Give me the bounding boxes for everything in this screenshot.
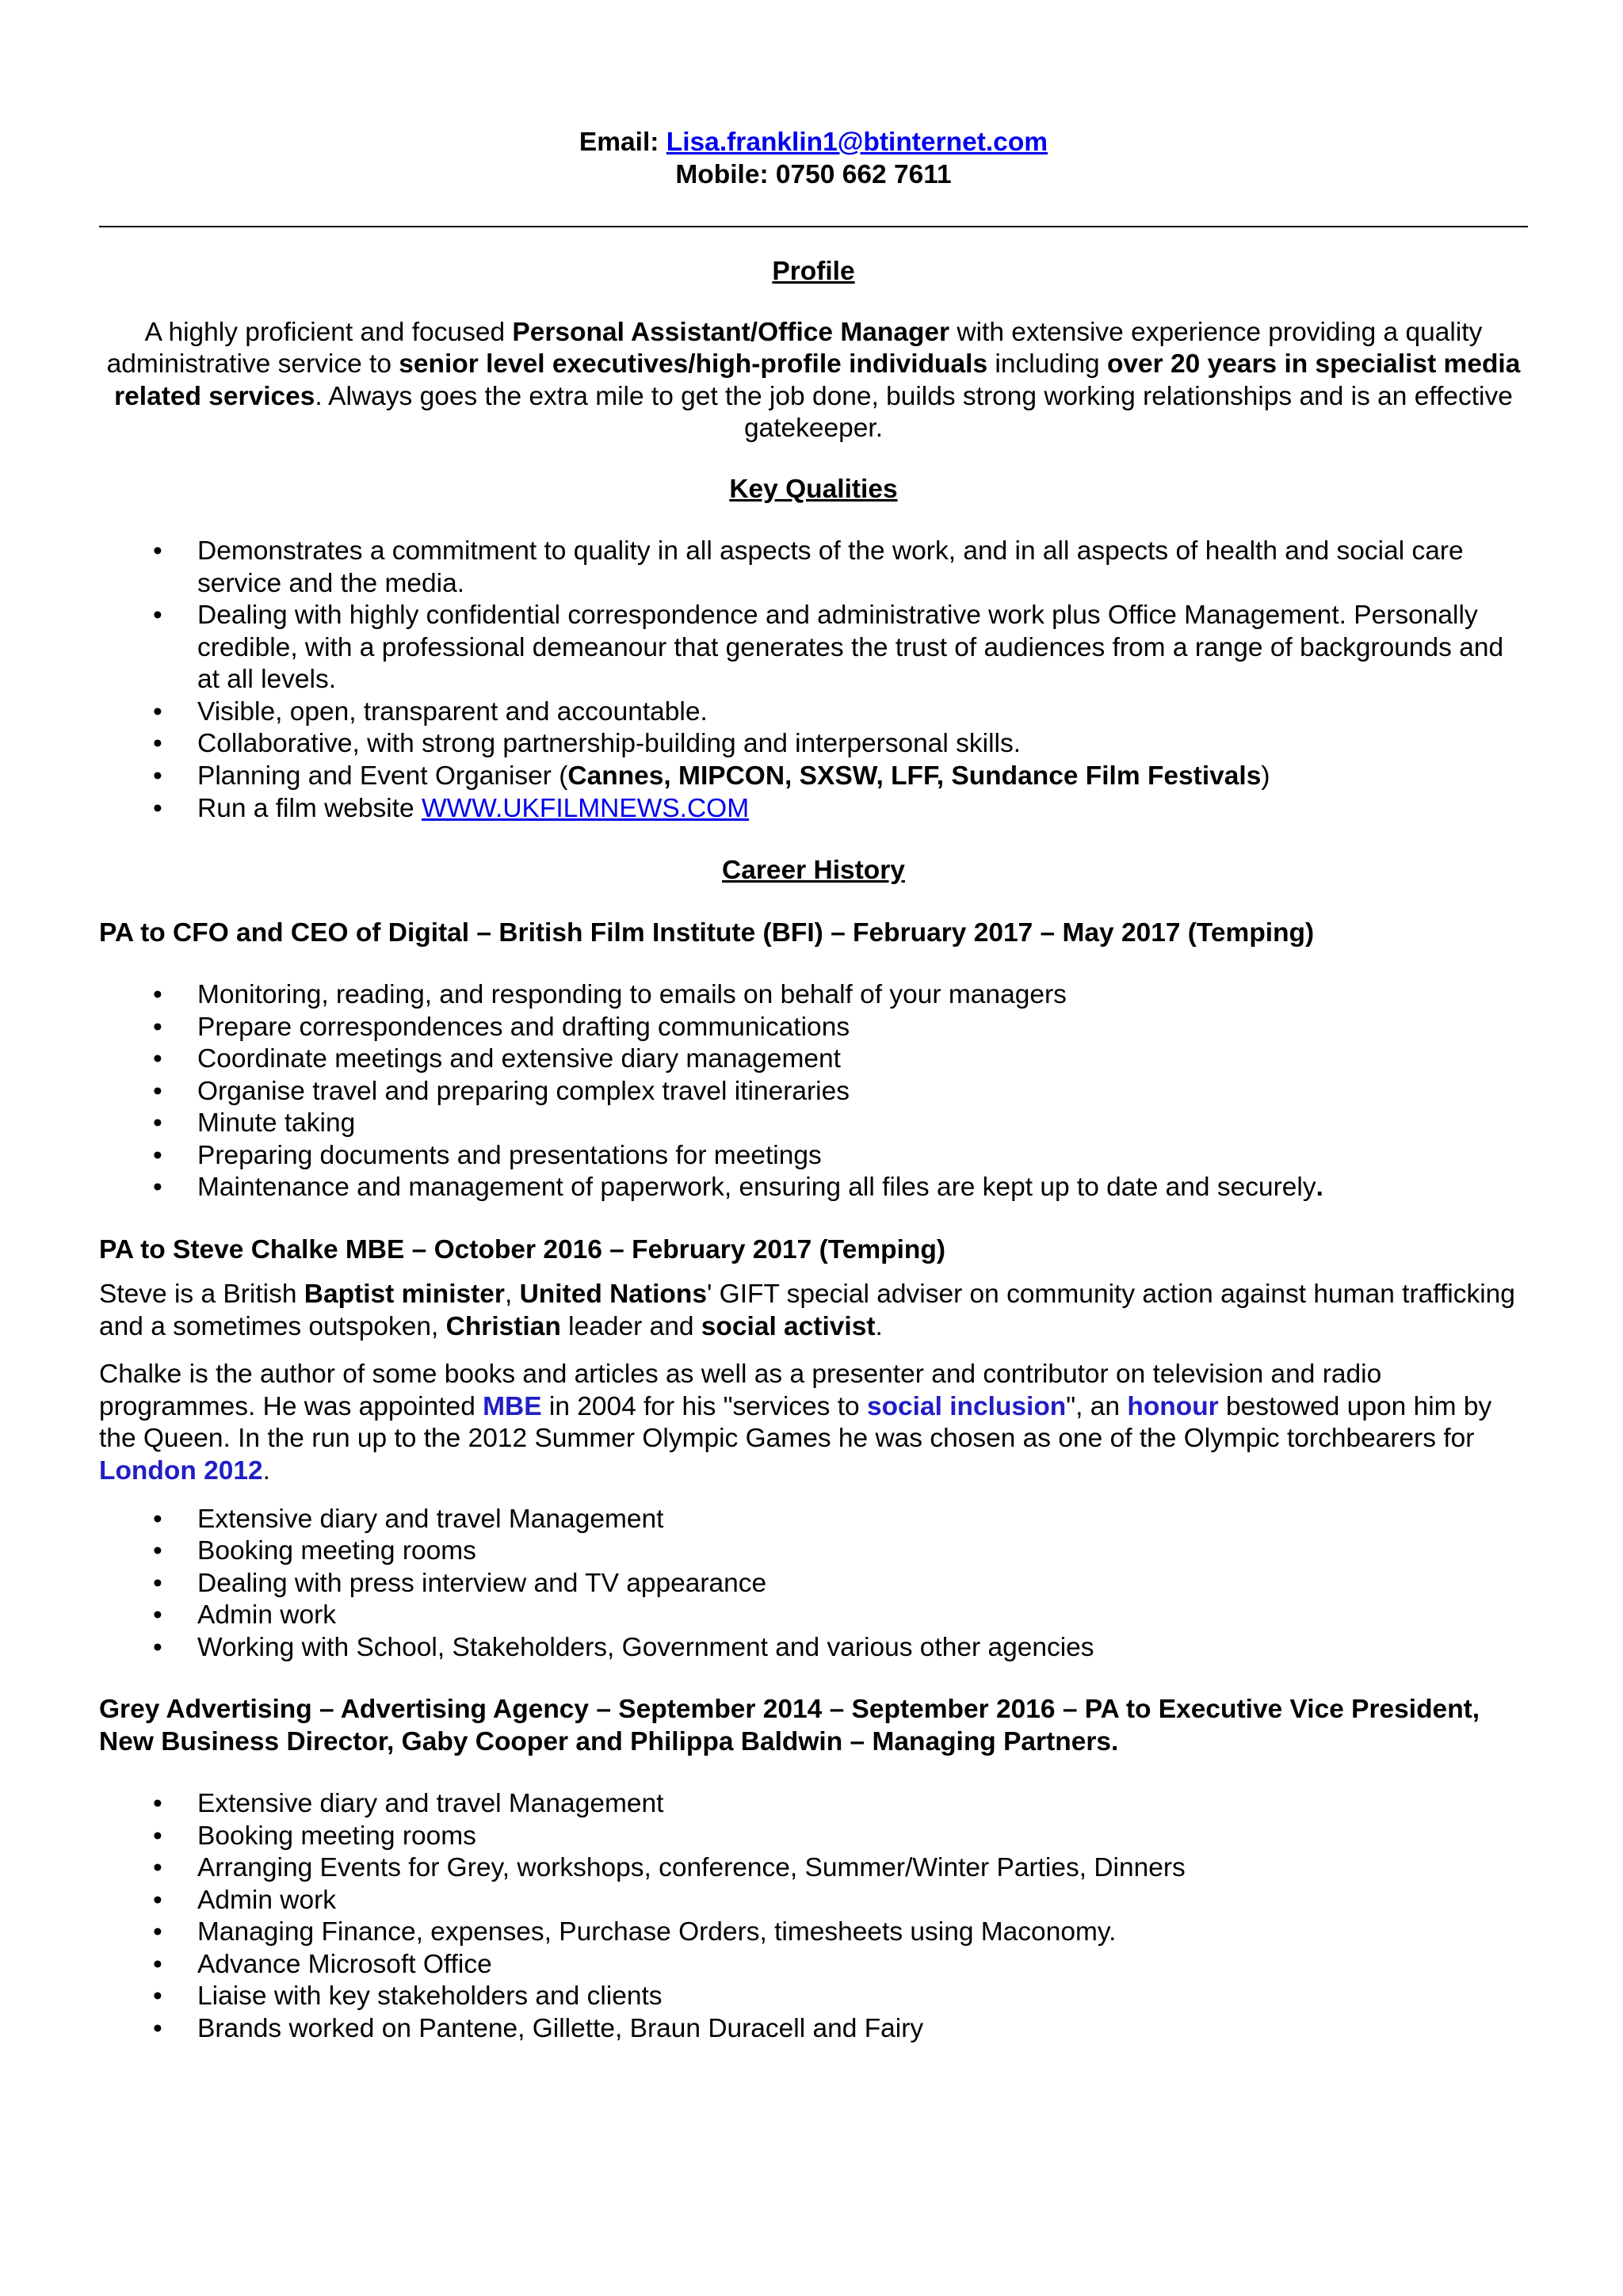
list-item bbox=[99, 728, 1528, 761]
list-item-text: Preparing documents and presentations for meetings bbox=[197, 1140, 822, 1170]
job-title-chalke: PA to Steve Chalke MBE – October 2016 – February 2017 (Temping) bbox=[99, 1234, 946, 1264]
list-item bbox=[99, 696, 1528, 729]
bullet-icon: • bbox=[153, 1600, 162, 1630]
bullet-icon: • bbox=[153, 1885, 162, 1915]
list-item bbox=[99, 793, 1528, 826]
list-item bbox=[99, 1600, 1528, 1632]
profile-heading: Profile bbox=[772, 257, 855, 287]
bio-text: . bbox=[262, 1456, 270, 1486]
header-divider bbox=[99, 226, 1528, 227]
profile-text-bold: Personal Assistant/Office Manager bbox=[512, 317, 950, 347]
profile-text bbox=[99, 317, 1528, 445]
list-item-text: Arranging Events for Grey, workshops, conference, Summer/Winter Parties, Dinners bbox=[197, 1853, 1186, 1883]
list-item bbox=[99, 1568, 1528, 1600]
list-item-text: Coordinate meetings and extensive diary management bbox=[197, 1044, 841, 1074]
list-item bbox=[99, 761, 1528, 793]
chalke-duties-list bbox=[99, 1504, 1528, 1665]
key-qualities-list bbox=[99, 536, 1528, 825]
list-item bbox=[99, 536, 1528, 600]
bio-link-london-2012[interactable]: London 2012 bbox=[99, 1456, 263, 1486]
list-item bbox=[99, 1535, 1528, 1568]
list-item bbox=[99, 1504, 1528, 1536]
list-item bbox=[99, 1949, 1528, 1981]
bullet-icon: • bbox=[153, 1949, 162, 1979]
bullet-icon: • bbox=[153, 1568, 162, 1598]
bullet-icon: • bbox=[153, 1044, 162, 1074]
events-list: Cannes, MIPCON, SXSW, LFF, Sundance Film Festivals bbox=[567, 761, 1262, 791]
list-item bbox=[99, 1852, 1528, 1885]
bullet-icon: • bbox=[153, 1917, 162, 1947]
grey-duties-list bbox=[99, 1788, 1528, 2045]
bio-text: Steve is a British bbox=[99, 1280, 304, 1310]
key-qualities-heading: Key Qualities bbox=[729, 474, 898, 504]
list-item bbox=[99, 1632, 1528, 1665]
chalke-bio-2 bbox=[99, 1359, 1528, 1487]
list-item-text: Minute taking bbox=[197, 1108, 356, 1138]
bio-text: in 2004 for his "services to bbox=[541, 1391, 867, 1421]
resume-content bbox=[99, 127, 1528, 2046]
list-item-text: Collaborative, with strong partnership-building and interpersonal skills. bbox=[197, 729, 1022, 759]
bio-text: leader and bbox=[560, 1311, 701, 1341]
list-item bbox=[99, 1140, 1528, 1173]
website-prefix: Run a film website bbox=[197, 793, 422, 823]
list-item bbox=[99, 979, 1528, 1012]
bullet-icon: • bbox=[153, 1173, 162, 1203]
list-item-text: Maintenance and management of paperwork, ensuring all files are kept up to date and securely bbox=[197, 1173, 1316, 1203]
profile-text-part: with extensive experience providing a quality administrative service to bbox=[106, 317, 1483, 379]
bullet-icon: • bbox=[153, 601, 162, 631]
bio-bold: social activist bbox=[701, 1311, 876, 1341]
chalke-bio-1 bbox=[99, 1279, 1528, 1343]
bio-bold: Baptist minister bbox=[304, 1280, 505, 1310]
bullet-icon: • bbox=[153, 1981, 162, 2012]
list-item bbox=[99, 1108, 1528, 1140]
list-item bbox=[99, 1917, 1528, 1949]
bio-text: bestowed upon him by the Queen. In the run up to the 2012 Summer Olympic Games he was chosen as one of the Olympic torchbearers for bbox=[99, 1391, 1492, 1454]
contact-email-line bbox=[99, 127, 1528, 159]
list-item-text: Admin work bbox=[197, 1885, 336, 1915]
bullet-icon: • bbox=[153, 1076, 162, 1106]
email-label: Email: bbox=[579, 128, 659, 157]
bfi-duties-list bbox=[99, 979, 1528, 1204]
bullet-icon: • bbox=[153, 1853, 162, 1883]
bio-bold: United Nations bbox=[519, 1280, 707, 1310]
list-item bbox=[99, 1043, 1528, 1076]
list-item bbox=[99, 1172, 1528, 1204]
list-item-text: Admin work bbox=[197, 1600, 336, 1630]
bullet-icon: • bbox=[153, 980, 162, 1010]
events-prefix: Planning and Event Organiser ( bbox=[197, 761, 568, 791]
bullet-icon: • bbox=[153, 1632, 162, 1662]
bullet-icon: • bbox=[153, 1536, 162, 1566]
contact-mobile: Mobile: 0750 662 7611 bbox=[675, 159, 952, 189]
bio-text: Chalke is the author of some books and articles as well as a presenter and contributor on television and radio programmes. He was appointed bbox=[99, 1360, 1382, 1421]
list-item bbox=[99, 1012, 1528, 1044]
list-item-text: Booking meeting rooms bbox=[197, 1821, 476, 1851]
bullet-icon: • bbox=[153, 696, 162, 727]
bio-text: ' GIFT special adviser on community action against human trafficking and a sometimes outspoken, bbox=[99, 1280, 1515, 1341]
list-item-text: Demonstrates a commitment to quality in all aspects of the work, and in all aspects of health and social care service and the media. bbox=[197, 536, 1464, 598]
bullet-icon: • bbox=[153, 1140, 162, 1170]
list-item-text: Booking meeting rooms bbox=[197, 1536, 476, 1566]
list-item-text: Extensive diary and travel Management bbox=[197, 1504, 664, 1534]
email-link[interactable]: Lisa.franklin1@btinternet.com bbox=[666, 128, 1048, 157]
list-item-text: Prepare correspondences and drafting communications bbox=[197, 1012, 850, 1042]
list-item-text: Advance Microsoft Office bbox=[197, 1949, 492, 1979]
bio-text: . bbox=[875, 1311, 883, 1341]
bullet-icon: • bbox=[153, 1012, 162, 1042]
list-item bbox=[99, 1981, 1528, 2013]
bullet-icon: • bbox=[153, 1108, 162, 1138]
bullet-icon: • bbox=[153, 1504, 162, 1534]
bio-link-mbe[interactable]: MBE bbox=[483, 1391, 542, 1421]
list-item-text: Managing Finance, expenses, Purchase Orders, timesheets using Maconomy. bbox=[197, 1917, 1117, 1947]
list-item-text: Monitoring, reading, and responding to emails on behalf of your managers bbox=[197, 980, 1067, 1010]
list-item bbox=[99, 600, 1528, 696]
job-title-grey: Grey Advertising – Advertising Agency – September 2014 – September 2016 – PA to Executive Vice President, New Business Director, Gaby Cooper and Philippa Baldwin – Managing Partners. bbox=[99, 1695, 1480, 1756]
list-item-period: . bbox=[1316, 1173, 1323, 1203]
bio-bold: Christian bbox=[445, 1311, 561, 1341]
list-item-text: Liaise with key stakeholders and clients bbox=[197, 1981, 663, 2012]
profile-text-bold: over 20 years in specialist media related services bbox=[114, 349, 1521, 411]
bullet-icon: • bbox=[153, 793, 162, 823]
bio-text: ", an bbox=[1066, 1391, 1128, 1421]
list-item-text: Visible, open, transparent and accountable. bbox=[197, 696, 708, 727]
list-item-text: Dealing with highly confidential correspondence and administrative work plus Office Management. Personally credible, with a professional demeanour that generates the trust of audiences from a range of backgrounds and at all levels. bbox=[197, 601, 1504, 695]
profile-text-part: . Always goes the extra mile to get the job done, builds strong working relationships and is an effective gatekeeper. bbox=[315, 381, 1513, 444]
list-item-text: Brands worked on Pantene, Gillette, Braun Duracell and Fairy bbox=[197, 2013, 924, 2043]
list-item bbox=[99, 1821, 1528, 1853]
job-title-bfi: PA to CFO and CEO of Digital – British Film Institute (BFI) – February 2017 – May 2017 (Temping) bbox=[99, 917, 1315, 948]
list-item-text: Dealing with press interview and TV appearance bbox=[197, 1568, 767, 1598]
bullet-icon: • bbox=[153, 536, 162, 566]
list-item-text: Working with School, Stakeholders, Government and various other agencies bbox=[197, 1632, 1094, 1662]
website-link[interactable]: WWW.UKFILMNEWS.COM bbox=[422, 793, 750, 823]
bullet-icon: • bbox=[153, 1789, 162, 1819]
list-item bbox=[99, 1788, 1528, 1821]
profile-text-part: A highly proficient and focused bbox=[144, 317, 513, 347]
list-item-text: Organise travel and preparing complex travel itineraries bbox=[197, 1076, 850, 1106]
bullet-icon: • bbox=[153, 1821, 162, 1851]
bio-text: , bbox=[504, 1280, 520, 1310]
list-item bbox=[99, 1076, 1528, 1108]
profile-text-bold: senior level executives/high-profile individuals bbox=[399, 349, 988, 379]
list-item bbox=[99, 2013, 1528, 2046]
events-suffix: ) bbox=[1261, 761, 1270, 791]
bio-link-social-inclusion[interactable]: social inclusion bbox=[866, 1391, 1067, 1421]
list-item-text: Extensive diary and travel Management bbox=[197, 1789, 664, 1819]
profile-text-part: including bbox=[987, 349, 1107, 379]
bullet-icon: • bbox=[153, 2013, 162, 2043]
bio-link-honour[interactable]: honour bbox=[1127, 1391, 1219, 1421]
bullet-icon: • bbox=[153, 761, 162, 791]
career-history-heading: Career History bbox=[722, 856, 905, 886]
bullet-icon: • bbox=[153, 729, 162, 759]
list-item bbox=[99, 1885, 1528, 1917]
